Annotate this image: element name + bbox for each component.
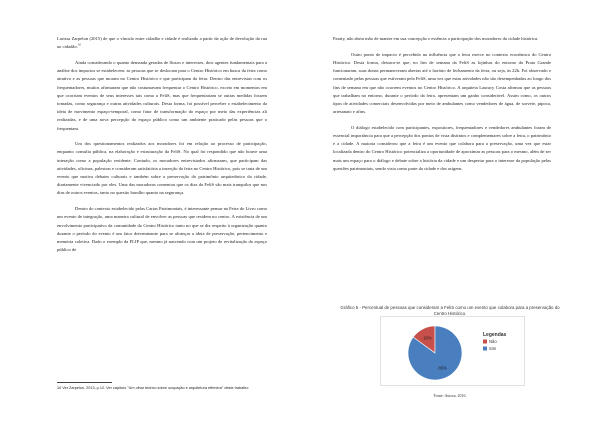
pie-label-sim: 85%: [438, 365, 447, 371]
legend-label-sim: Sim: [489, 346, 497, 351]
figure-caption: Gráfico 5 - Percentual de pessoas que consideram a FeliS como um evento que colabora para a preservação do Centro Histórico.: [340, 305, 560, 316]
legend-label-n-o: Não: [489, 339, 497, 344]
pie-chart-svg: [380, 316, 525, 386]
pie-chart: [380, 316, 525, 386]
footnote-marker: 10: [77, 42, 81, 47]
legend-swatch-sim: [483, 347, 487, 351]
left-paragraph-4: Dentro do contexto estabelecido pelas Cartas Patrimoniais, é interessante pensar na Feira do Livro como um evento de integração, uma maneira cultural de envolver as pessoas que residem no centro. A existência de um envolvimento participativo da comunidade do Centro Histórico tanto no que se diz respeito à organização quanto durante o período do evento é um fator determinante para se alcançar a ideia de preservação, pertencimento e memória coletiva. Dado o exemplo da FLIP que, mesmo já nascendo com um projeto de revitalização do espaço público de: [57, 206, 267, 253]
right-page: [300, 0, 600, 424]
pie-slices: [408, 326, 462, 380]
right-paragraph-2: Outro ponto de impacto é percebido na influência que a feira exerce no contexto econômico do Centro Histórico. Desta forma, destaca-se que, no fim de semana da FeliS as lojinhas do entorno da Praia Grande funcionaram, suas donas permaneceram abertas até o horário de fechamento da feira, ou seja, às 22h. Foi observado e comentado pelas pessoas que estiveram pela FeliS, uma vez que estas atividades não são desempenhadas ao longo dos fins de semana em que não ocorrem eventos no Centro Histórico. A arquiteta Lauracy Costa afirmou que as pessoas que trabalham no entorno, durante o período da feira, apresentam um ganho considerável. Assim como, os outros tipos de atividades comerciais desenvolvidas por meio de ambulantes como vendedores de água, de sorvete, pipoca, artesanato e afins.: [333, 51, 551, 115]
footnote-divider: [57, 382, 112, 383]
left-paragraph-1: Larissa Zarpelon (2015) de que o vínculo entre cidadão e cidade é realizado a partir da ação de devolução da rua ao cidadão.$^{10}$: [57, 36, 267, 50]
legend-title: Legendas: [483, 332, 507, 338]
left-body-text: [57, 35, 267, 262]
pie-label-n-o: 15%: [423, 335, 432, 341]
left-paragraph-3: Um dos questionamentos realizados aos moradores foi em relação ao processo de participação, enquanto consulta pública, na elaboração e estruturação da FeliS. No qual foi respondido que não houve uma interação como a população residente. Contudo, os moradores entrevistados afirmaram, que participam das atividades, oficinas, palestras e consideram satisfatória a inserção da feira no Centro Histórico, pois se trata de um evento que motiva debates culturais e também sobre a preservação do patrimônio arquitetônico da cidade, diariamente vivenciado por eles. Uma das moradoras comentou que os dias da FeliS são mais tranquilos que nos dias de outros eventos, tanto no quesito barulho quanto na segurança.: [57, 141, 267, 196]
right-paragraph-1: Paraty, não abriu mão de manter em sua concepção e essência a participação dos moradores da cidade histórica.: [333, 36, 539, 41]
footnote: 10 Ver Zarpelon, 2013, p.12. Ver capítulo "Um olhar teórico sobre ocupação e arquitetura efêmera" deste trabalho.: [57, 386, 250, 390]
right-body-text: [333, 35, 551, 181]
legend-swatch-n-o: [483, 340, 487, 344]
figure-source: Fonte: Autora, 2016.: [433, 393, 467, 398]
right-paragraph-3: O diálogo estabelecido com participantes, expositores, frequentadores e vendedores ambulantes foram de essencial importância para que a percepção dos pontos de vista distintos e complementares sobre a feira, o patrimônio e a cidade. A maioria considerou que a feira é um evento que colabora para a preservação, uma vez que estar localizada dentro do Centro Histórico potencializa a oportunidade de aproximar as pessoas para o mesmo, além de ser mais um espaço para o diálogo e debate sobre a história da cidade e um despertar para o interesse da população pelas questões patrimoniais, sendo vista como parte da cidade e dos origens.: [333, 124, 551, 171]
left-paragraph-2: Ainda considerando o quanto demanda geradas de fluxos e interesses, dois agentes fundamentais para a análise dos impactos se estabelecem: as pessoas que se deslocam para o Centro Histórico em busca da feira como atrativo e as pessoas que moram no Centro Histórico e que participam da feira. Dentro das entrevistas com os frequentadores, muitos afirmaram que não costumavam frequentar o Centro Histórico, exceto em momentos em que ocorriam eventos de seus interesses tais como a FeliS, mas que frequentariam se outras medidas fossem tomadas, como segurança e outras atividades culturais. Desta forma, foi possível perceber o estabelecimento da ideia de movimento espaço-temporal, como fator de transformação do espaço por meio das experiências ali realizadas, e de uma nova percepção do espaço público como um ambiente praticado pelas pessoas que o frequentam.: [57, 59, 267, 131]
